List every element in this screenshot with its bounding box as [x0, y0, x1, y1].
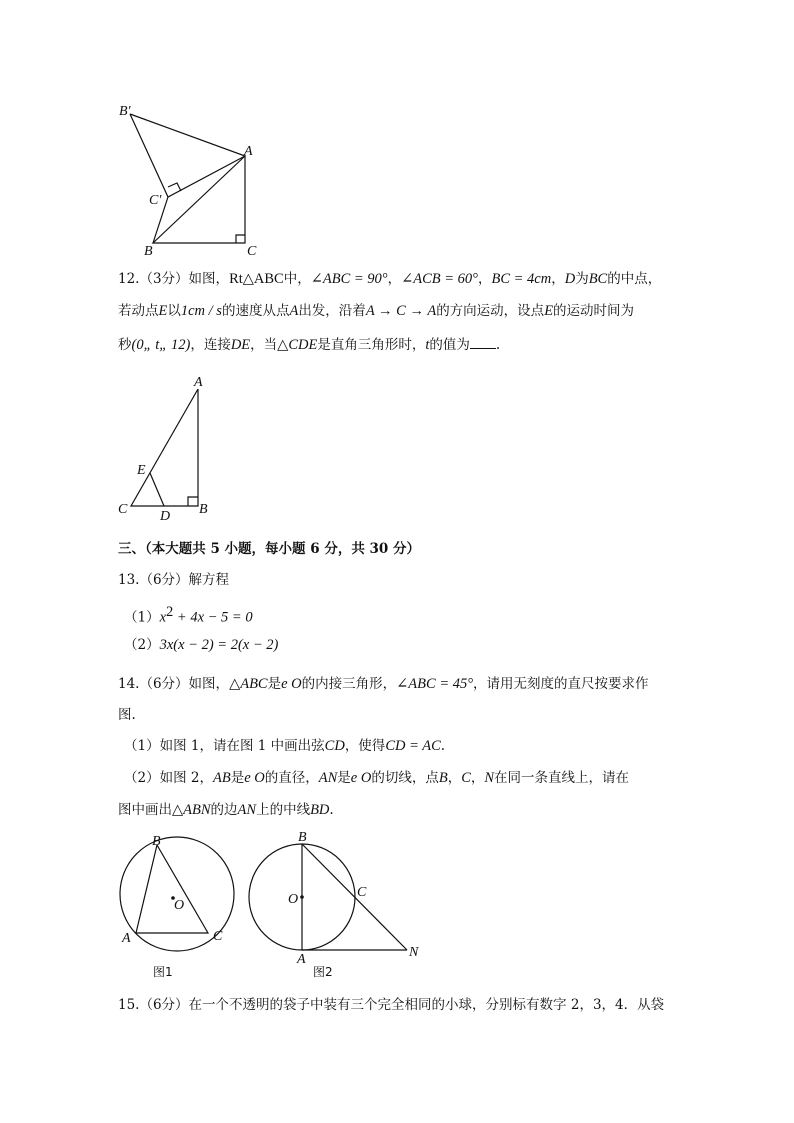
label-a-figure-2: A — [297, 952, 306, 967]
q13-part-1: $(1)x^2 + 4x - 5 = 0$ — [124, 604, 253, 626]
label-b-figure-2: B — [298, 830, 307, 845]
segment-ed — [150, 473, 164, 506]
label-c: C — [118, 502, 128, 517]
line-bn — [302, 844, 407, 950]
label-b: B — [199, 502, 208, 517]
q14-line-2: 图. — [118, 707, 136, 723]
label-b-figure-1: B — [152, 834, 161, 849]
label-c-figure-2: C — [357, 885, 367, 900]
q13-stem: 13.（6分）解方程 — [118, 572, 230, 588]
q15-line-1: 15.（6分）在一个不透明的袋子中装有三个完全相同的小球，分别标有数字 2，3，4．从袋 — [118, 997, 665, 1013]
caption-figure-2: 图2 — [313, 965, 333, 979]
figure-q11 — [112, 98, 282, 260]
label-bprime: B′ — [119, 104, 131, 119]
figure-q12 — [112, 372, 212, 522]
q14-part-1: （1）如图 1，请在图 1 中画出弦CD，使得CD = AC. — [124, 738, 446, 754]
q12-line-2: 若动点E以1cm / s的速度从点A出发，沿着A → C → A的方向运动，设点E的运动时间为 — [118, 303, 635, 319]
center-dot-figure-2 — [300, 895, 304, 899]
triangle-abc-figure-1 — [136, 845, 208, 933]
label-a: A — [194, 375, 203, 390]
caption-figure-1: 图1 — [153, 965, 173, 979]
q12-line-3: 秒(0„ t„ 12)，连接DE，当△CDE是直角三角形时，t的值为 . — [118, 334, 500, 355]
right-angle-mark-cprime — [168, 183, 181, 191]
q13-part-2: （2）3x(x − 2) = 2(x − 2) — [124, 637, 279, 653]
label-o-figure-1: O — [174, 898, 185, 913]
triangle-acb — [131, 389, 198, 506]
q14-line-3: 图中画出△ABN的边AN上的中线BD. — [118, 802, 334, 818]
label-n-figure-2: N — [409, 945, 419, 960]
answer-blank[interactable] — [470, 334, 496, 349]
label-cprime: C′ — [149, 193, 162, 208]
figure-q14 — [110, 826, 430, 986]
label-c-figure-1: C — [213, 929, 223, 944]
right-angle-mark-c — [236, 235, 245, 243]
q12-line-1: 12.（3分）如图，Rt△ABC中，∠ABC = 90°，∠ACB = 60°，BC = 4cm，D为BC的中点， — [118, 271, 662, 287]
label-o-figure-2: O — [288, 892, 299, 907]
label-a: A — [244, 144, 253, 159]
section-3-heading: 三、（本大题共 5 小题，每小题 6 分，共 30 分） — [118, 541, 421, 557]
label-b: B — [144, 244, 153, 259]
q14-line-1: 14.（6分）如图，△ABC是e O的内接三角形，∠ABC = 45°，请用无刻度的直尺按要求作 — [118, 676, 649, 692]
label-c: C — [247, 244, 257, 259]
label-d: D — [160, 509, 171, 524]
label-e: E — [137, 463, 146, 478]
q14-part-2: （2）如图 2，AB是e O的直径，AN是e O的切线，点B，C，N在同一条直线上，请在 — [124, 770, 630, 786]
right-angle-mark-b — [188, 497, 198, 506]
label-a-figure-1: A — [122, 931, 131, 946]
segment-bprime-a-cprime-bprime — [130, 114, 245, 197]
